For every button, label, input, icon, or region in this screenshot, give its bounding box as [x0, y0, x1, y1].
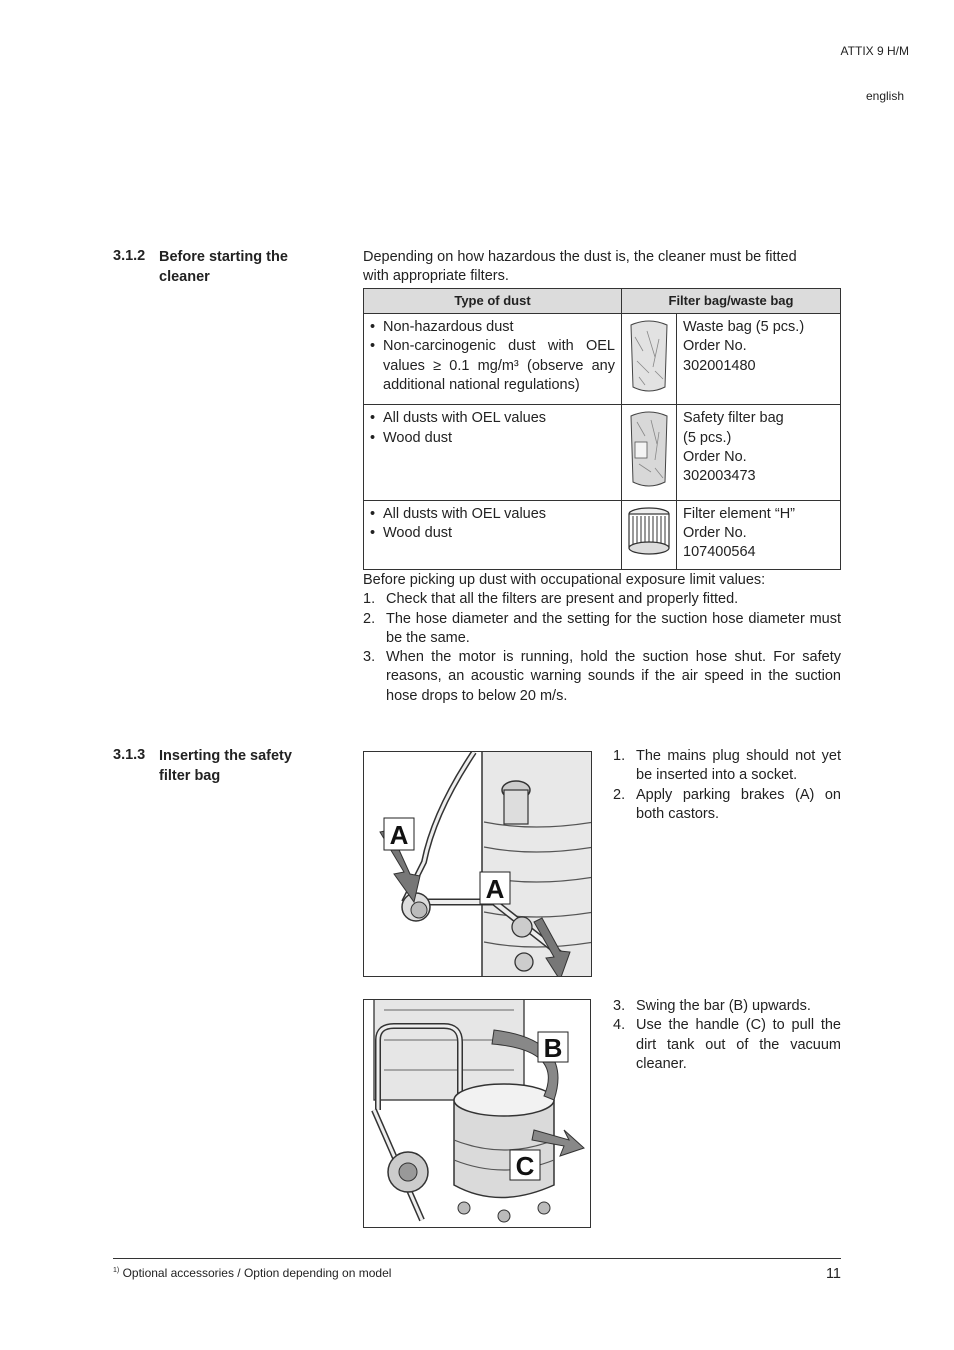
footnote — [113, 1266, 391, 1280]
dust-item: • Non-hazardous dust — [370, 318, 615, 337]
filter-table-header-filter: Filter bag/waste bag — [622, 289, 841, 314]
list-item: 1. Check that all the filters are present and properly fitted. — [363, 591, 739, 608]
filter-cell — [677, 405, 841, 500]
filter-line: 302001480 — [683, 357, 756, 374]
list-item: 3. When the motor is running, hold the suction hose shut. For safety reasons, an acoustic warning sounds if the air speed in the suction hose drops to below 20 m/s. — [363, 649, 841, 704]
section-313-title — [159, 747, 292, 786]
before-pickup-text: Before picking up dust with occupational exposure limit values: — [363, 572, 766, 588]
filter-cell — [677, 500, 841, 569]
dirt-tank-illustration — [364, 1000, 590, 1227]
dust-cell — [364, 405, 622, 500]
footnote-text: Optional accessories / Option depending on model — [122, 1266, 392, 1280]
list-item: 2. The hose diameter and the setting for the suction hose diameter must be the same. — [363, 610, 841, 646]
label-a-1: A — [389, 820, 409, 850]
filter-cell — [677, 314, 841, 405]
filter-line: Filter element “H” — [683, 505, 795, 522]
image-cell — [622, 405, 677, 500]
dust-cell — [364, 314, 622, 405]
filter-line: Waste bag (5 pcs.) — [683, 319, 805, 335]
list-item: 4. Use the handle (C) to pull the dirt tank out of the vacuum cleaner. — [613, 1017, 841, 1072]
header-model: ATTIX 9 H/M — [840, 44, 909, 58]
dust-item: • All dusts with OEL values — [370, 505, 615, 524]
filter-line: Order No. — [683, 524, 747, 541]
label-a-2: A — [485, 874, 505, 904]
section-312-intro-line2: with appropriate filters. — [363, 268, 509, 285]
waste-bag-icon — [625, 317, 673, 395]
vacuum-castor-illustration — [364, 752, 591, 976]
dirt-tank-figure — [363, 999, 591, 1228]
filter-line: Order No. — [683, 448, 747, 465]
filter-table — [363, 288, 841, 570]
section-312-intro-line1: Depending on how hazardous the dust is, the cleaner must be fitted — [363, 249, 797, 265]
filter-line: (5 pcs.) — [683, 429, 732, 446]
parking-brake-figure — [363, 751, 592, 977]
header-language: english — [865, 89, 904, 103]
dust-item: • Wood dust — [370, 429, 615, 448]
pickup-steps — [363, 590, 841, 706]
list-item: 3. Swing the bar (B) upwards. — [613, 998, 811, 1014]
section-313-title-line1: Inserting the safety — [159, 748, 292, 764]
filter-element-icon — [625, 504, 673, 560]
filter-line: Order No. — [683, 338, 747, 355]
list-item: 2. Apply parking brakes (A) on both castors. — [613, 786, 841, 822]
footnote-mark: 1) — [113, 1267, 120, 1274]
dust-cell — [364, 500, 622, 569]
section-312-title — [159, 248, 288, 287]
section-312-intro — [363, 248, 841, 287]
section-313-number: 3.1.3 — [113, 747, 146, 763]
section-312-number: 3.1.2 — [113, 248, 146, 264]
footer-rule — [113, 1258, 841, 1259]
filter-line: 107400564 — [683, 544, 756, 561]
list-item: 1. The mains plug should not yet be inserted into a socket. — [613, 748, 841, 784]
page-number: 11 — [825, 1266, 841, 1282]
filter-line: Safety filter bag — [683, 410, 784, 427]
image-cell — [622, 500, 677, 569]
section-312-title-line1: Before starting the — [159, 249, 288, 265]
filter-table-header-dust: Type of dust — [364, 289, 622, 314]
table-row — [364, 314, 841, 405]
filter-line: 302003473 — [683, 468, 756, 485]
section-313-title-line2: filter bag — [159, 767, 221, 784]
safety-filter-bag-icon — [625, 408, 673, 490]
dust-item: • Non-carcinogenic dust with OEL values ≥ 0.1 mg/m³ (observe any additional national regulations) — [370, 337, 615, 395]
section-312-title-line2: cleaner — [159, 268, 210, 285]
dust-item: • Wood dust — [370, 524, 615, 543]
label-b: B — [543, 1033, 563, 1063]
image-cell — [622, 314, 677, 405]
dust-item: • All dusts with OEL values — [370, 409, 615, 428]
before-pickup-block — [363, 571, 841, 706]
label-c: C — [515, 1151, 535, 1181]
insert-steps-b — [613, 997, 841, 1074]
insert-steps-a — [613, 747, 841, 824]
table-row — [364, 500, 841, 569]
table-row — [364, 405, 841, 500]
